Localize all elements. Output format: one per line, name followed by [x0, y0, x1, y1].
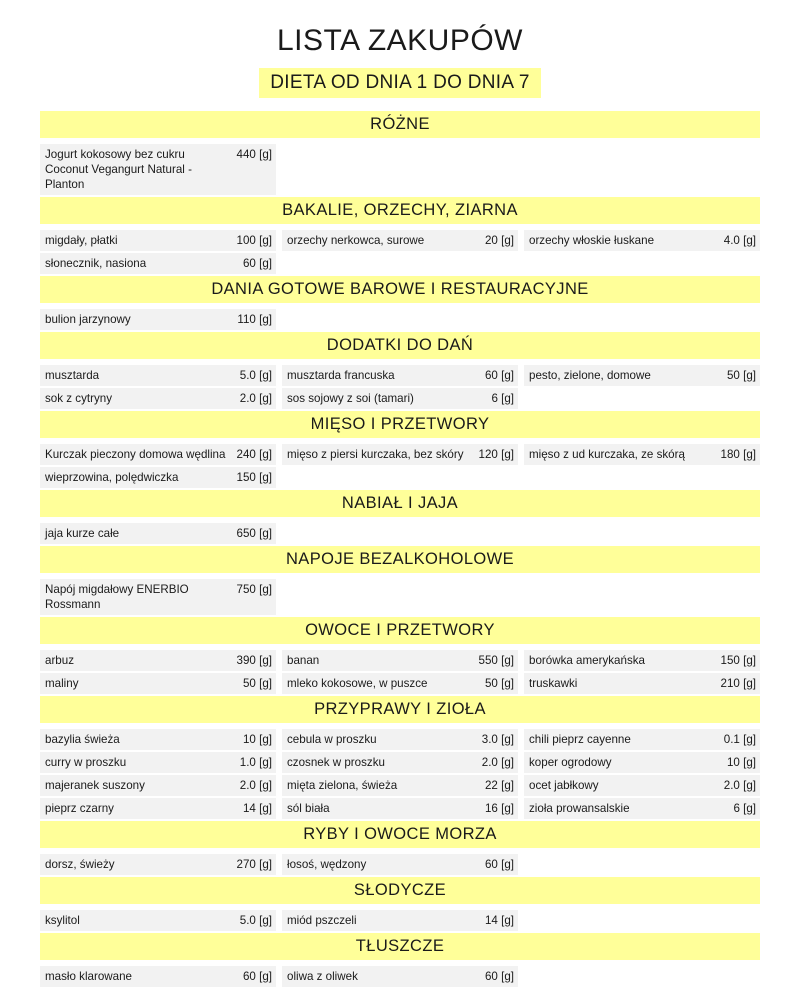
item-quantity: 550 [g]: [478, 654, 514, 667]
item-name: musztarda: [45, 369, 100, 382]
item-quantity: 6 [g]: [733, 802, 756, 815]
item-name: truskawki: [529, 677, 578, 690]
section-items: [40, 230, 760, 274]
item-row: [40, 798, 760, 819]
item-name: cebula w proszku: [287, 733, 377, 746]
item-quantity: 240 [g]: [236, 448, 272, 461]
item-row: [40, 752, 760, 773]
item-name: koper ogrodowy: [529, 756, 612, 769]
item-row: [40, 467, 760, 488]
item-name: ocet jabłkowy: [529, 779, 599, 792]
item-name: migdały, płatki: [45, 234, 118, 247]
item-quantity: 1.0 [g]: [239, 756, 272, 769]
item-name: mięso z ud kurczaka, ze skórą: [529, 448, 685, 461]
item-quantity: 14 [g]: [484, 914, 514, 927]
item-name: jaja kurze całe: [45, 527, 120, 540]
list-item: [524, 775, 760, 796]
item-row: [40, 729, 760, 750]
list-item: [524, 752, 760, 773]
list-item: [282, 388, 518, 409]
item-row: [40, 523, 760, 544]
item-name: mięta zielona, świeża: [287, 779, 398, 792]
section-items: [40, 579, 760, 615]
list-item: [40, 798, 276, 819]
item-quantity: 270 [g]: [236, 858, 272, 871]
list-item: [40, 579, 276, 615]
item-quantity: 14 [g]: [242, 802, 272, 815]
item-name: miód pszczeli: [287, 914, 357, 927]
item-name: bazylia świeża: [45, 733, 120, 746]
list-item: [524, 650, 760, 671]
item-quantity: 20 [g]: [484, 234, 514, 247]
item-name: oliwa z oliwek: [287, 970, 358, 983]
item-name: chili pieprz cayenne: [529, 733, 631, 746]
list-item: [282, 650, 518, 671]
item-name: maliny: [45, 677, 79, 690]
section-header: SŁODYCZE: [40, 877, 760, 904]
page-subtitle: DIETA OD DNIA 1 DO DNIA 7: [259, 68, 541, 98]
item-name: sok z cytryny: [45, 392, 112, 405]
item-quantity: 650 [g]: [236, 527, 272, 540]
section-header: NAPOJE BEZALKOHOLOWE: [40, 546, 760, 573]
list-item: [524, 798, 760, 819]
item-quantity: 120 [g]: [478, 448, 514, 461]
list-item: [282, 752, 518, 773]
item-quantity: 0.1 [g]: [723, 733, 756, 746]
item-quantity: 440 [g]: [236, 148, 272, 161]
list-item: [524, 444, 760, 465]
item-quantity: 100 [g]: [236, 234, 272, 247]
item-quantity: 150 [g]: [236, 471, 272, 484]
list-item: [40, 467, 276, 488]
section-header: OWOCE I PRZETWORY: [40, 617, 760, 644]
item-name: arbuz: [45, 654, 75, 667]
item-name: sól biała: [287, 802, 330, 815]
item-quantity: 750 [g]: [236, 583, 272, 596]
subtitle-container: [0, 68, 800, 98]
item-quantity: 2.0 [g]: [723, 779, 756, 792]
list-item: [282, 910, 518, 931]
item-name: mleko kokosowe, w puszce: [287, 677, 428, 690]
section-items: [40, 966, 760, 987]
item-name: borówka amerykańska: [529, 654, 645, 667]
section-header: NABIAŁ I JAJA: [40, 490, 760, 517]
item-quantity: 390 [g]: [236, 654, 272, 667]
list-item: [282, 230, 518, 251]
item-row: [40, 775, 760, 796]
item-quantity: 60 [g]: [242, 257, 272, 270]
list-item: [524, 230, 760, 251]
item-quantity: 10 [g]: [242, 733, 272, 746]
item-quantity: 60 [g]: [242, 970, 272, 983]
section-header: DANIA GOTOWE BAROWE I RESTAURACYJNE: [40, 276, 760, 303]
item-quantity: 4.0 [g]: [723, 234, 756, 247]
item-name: musztarda francuska: [287, 369, 395, 382]
list-item: [282, 798, 518, 819]
item-quantity: 50 [g]: [726, 369, 756, 382]
item-quantity: 60 [g]: [484, 369, 514, 382]
list-item: [40, 388, 276, 409]
item-name: ksylitol: [45, 914, 80, 927]
item-quantity: 10 [g]: [726, 756, 756, 769]
item-quantity: 5.0 [g]: [239, 914, 272, 927]
section-items: [40, 444, 760, 488]
section-items: [40, 523, 760, 544]
list-item: [524, 365, 760, 386]
item-row: [40, 309, 760, 330]
item-quantity: 60 [g]: [484, 858, 514, 871]
list-item: [40, 309, 276, 330]
section-items: [40, 650, 760, 694]
item-quantity: 110 [g]: [237, 313, 272, 326]
list-item: [40, 444, 276, 465]
section-header: PRZYPRAWY I ZIOŁA: [40, 696, 760, 723]
list-item: [282, 673, 518, 694]
list-item: [40, 729, 276, 750]
list-item: [282, 966, 518, 987]
list-item: [40, 144, 276, 195]
section-items: [40, 365, 760, 409]
item-row: [40, 910, 760, 931]
section-header: DODATKI DO DAŃ: [40, 332, 760, 359]
list-item: [40, 910, 276, 931]
item-name: Jogurt kokosowy bez cukru Coconut Vegangurt Natural - Planton: [45, 148, 192, 191]
list-item: [282, 365, 518, 386]
section-header: MIĘSO I PRZETWORY: [40, 411, 760, 438]
list-item: [282, 854, 518, 875]
item-quantity: 210 [g]: [720, 677, 756, 690]
item-name: zioła prowansalskie: [529, 802, 630, 815]
item-row: [40, 854, 760, 875]
list-item: [524, 729, 760, 750]
section-header: RÓŻNE: [40, 111, 760, 138]
item-quantity: 22 [g]: [484, 779, 514, 792]
section-header: BAKALIE, ORZECHY, ZIARNA: [40, 197, 760, 224]
item-name: Kurczak pieczony domowa wędlina: [45, 448, 226, 461]
item-quantity: 50 [g]: [484, 677, 514, 690]
list-item: [40, 523, 276, 544]
item-name: orzechy włoskie łuskane: [529, 234, 655, 247]
section-header: TŁUSZCZE: [40, 933, 760, 960]
item-name: bulion jarzynowy: [45, 313, 131, 326]
item-name: masło klarowane: [45, 970, 132, 983]
item-quantity: 2.0 [g]: [481, 756, 514, 769]
item-quantity: 2.0 [g]: [239, 392, 272, 405]
item-name: łosoś, wędzony: [287, 858, 367, 871]
item-name: banan: [287, 654, 320, 667]
list-item: [282, 775, 518, 796]
section-items: [40, 309, 760, 330]
item-quantity: 150 [g]: [720, 654, 756, 667]
item-name: majeranek suszony: [45, 779, 145, 792]
item-name: sos sojowy z soi (tamari): [287, 392, 414, 405]
list-item: [40, 775, 276, 796]
item-name: mięso z piersi kurczaka, bez skóry: [287, 448, 464, 461]
section-header: RYBY I OWOCE MORZA: [40, 821, 760, 848]
item-quantity: 3.0 [g]: [481, 733, 514, 746]
item-name: dorsz, świeży: [45, 858, 115, 871]
section-items: [40, 729, 760, 819]
list-item: [40, 752, 276, 773]
item-row: [40, 966, 760, 987]
item-quantity: 6 [g]: [491, 392, 514, 405]
list-item: [40, 365, 276, 386]
item-name: wieprzowina, polędwiczka: [45, 471, 179, 484]
item-quantity: 60 [g]: [484, 970, 514, 983]
item-row: [40, 253, 760, 274]
list-item: [40, 854, 276, 875]
list-item: [40, 650, 276, 671]
page-title: LISTA ZAKUPÓW: [277, 24, 523, 57]
list-item: [40, 673, 276, 694]
item-row: [40, 579, 760, 615]
item-name: Napój migdałowy ENERBIO Rossmann: [45, 583, 189, 611]
sections-container: [0, 111, 800, 987]
section-items: [40, 854, 760, 875]
list-item: [40, 966, 276, 987]
list-item: [282, 729, 518, 750]
section-items: [40, 144, 760, 195]
item-quantity: 50 [g]: [242, 677, 272, 690]
item-row: [40, 230, 760, 251]
item-name: słonecznik, nasiona: [45, 257, 147, 270]
item-name: pieprz czarny: [45, 802, 114, 815]
item-quantity: 2.0 [g]: [239, 779, 272, 792]
list-item: [282, 444, 518, 465]
item-quantity: 180 [g]: [720, 448, 756, 461]
item-row: [40, 388, 760, 409]
item-row: [40, 365, 760, 386]
item-quantity: 5.0 [g]: [239, 369, 272, 382]
item-quantity: 16 [g]: [484, 802, 514, 815]
item-row: [40, 144, 760, 195]
list-item: [40, 253, 276, 274]
list-item: [40, 230, 276, 251]
item-row: [40, 673, 760, 694]
item-name: czosnek w proszku: [287, 756, 385, 769]
list-item: [524, 673, 760, 694]
item-name: pesto, zielone, domowe: [529, 369, 651, 382]
item-name: curry w proszku: [45, 756, 127, 769]
section-items: [40, 910, 760, 931]
item-name: orzechy nerkowca, surowe: [287, 234, 425, 247]
item-row: [40, 650, 760, 671]
item-row: [40, 444, 760, 465]
